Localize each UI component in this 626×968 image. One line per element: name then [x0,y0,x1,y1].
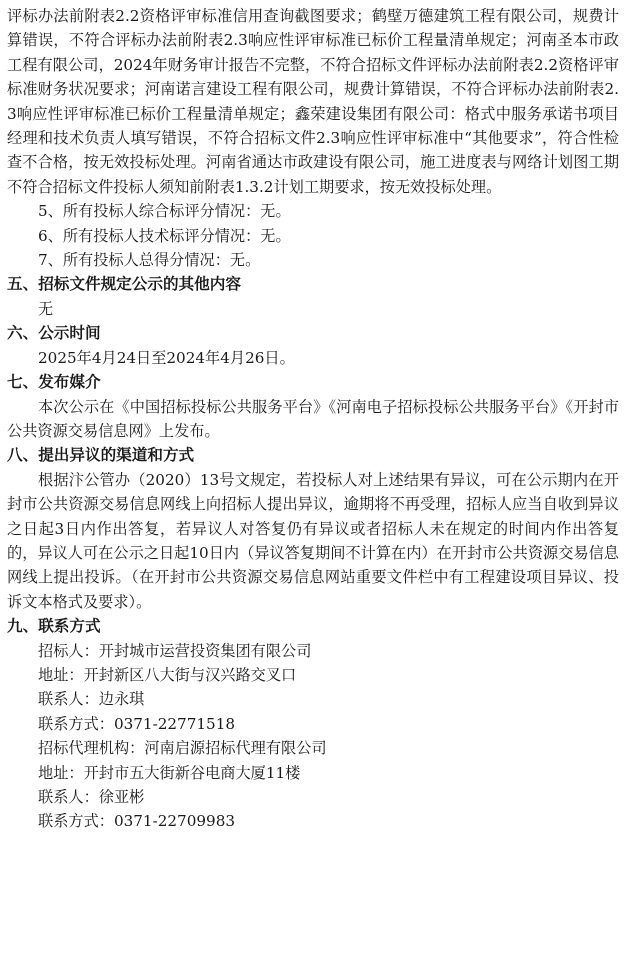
section-6-heading: 六、公示时间 [7,324,101,343]
publication-media: 本次公示在《中国招标投标公共服务平台》《河南电子招标投标公共服务平台》《开封市公共资源交易信息网》上发布。 [7,397,619,440]
section-5-content: 无 [38,299,54,318]
evaluation-result-paragraph: 评标办法前附表2.2资格评审标准信用查询截图要求；鹤壁万德建筑工程有限公司，规费计算错误，不符合评标办法前附表2.3响应性评审标准已标价工程量清单规定；河南圣本市政工程有限公司，2024年财务审计报告不完整，不符合招标文件评标办法前附表2.2资格评审标准财务状况要求；河南诺言建设工程有限公司，规费计算错误，不符合评标办法前附表2.3响应性评审标准已标价工程量清单规定；鑫荣建设集团有限公司：格式中服务承诺书项目经理和技术负责人填写错误，不符合招标文件2.3响应性评审标准中“其他要求”，符合性检查不合格，按无效投标处理。河南省通达市政建设有限公司，施工进度表与网络计划图工期不符合招标文件投标人须知前附表1.3.2计划工期要求，按无效投标处理。 [7,7,619,196]
section-9-heading: 九、联系方式 [7,617,101,636]
agency-phone: 联系方式：0371-22709983 [38,812,236,831]
agency-address: 地址：开封市五大街新谷电商大厦11楼 [38,763,301,782]
agency-contact-person: 联系人：徐亚彬 [38,788,145,806]
total-score-line: 7、所有投标人总得分情况：无。 [38,251,261,270]
document-page [7,4,619,834]
tenderer-contact-person: 联系人：边永琪 [38,690,145,709]
section-7-heading: 七、发布媒介 [7,373,101,392]
section-5-heading: 五、招标文件规定公示的其他内容 [7,275,241,294]
objection-procedure: 根据汴公管办（2020）13号文规定，若投标人对上述结果有异议，可在公示期内在开封市公共资源交易信息网线上向招标人提出异议，逾期将不再受理，招标人应当自收到异议之日起3日内作出答复，若异议人对答复仍有异议或者招标人未在规定的时间内作出答复的，异议人可在公示之日起10日内（异议答复期间不计算在内）在开封市公共资源交易信息网线上提出投诉。（在开封市公共资源交易信息网站重要文件栏中有工程建设项目异议、投诉文本格式及要求）。 [7,470,619,611]
technical-score-line: 6、所有投标人技术标评分情况：无。 [38,226,291,245]
tenderer-address: 地址：开封新区八大街与汉兴路交叉口 [38,665,297,684]
composite-score-line: 5、所有投标人综合标评分情况：无。 [38,202,291,221]
publicity-period: 2025年4月24日至2024年4月26日。 [38,348,295,367]
section-8-heading: 八、提出异议的渠道和方式 [7,446,195,465]
agency-name: 招标代理机构：河南启源招标代理有限公司 [38,739,327,758]
tenderer-phone: 联系方式：0371-22771518 [38,714,236,733]
tenderer-name: 招标人：开封城市运营投资集团有限公司 [38,641,312,660]
